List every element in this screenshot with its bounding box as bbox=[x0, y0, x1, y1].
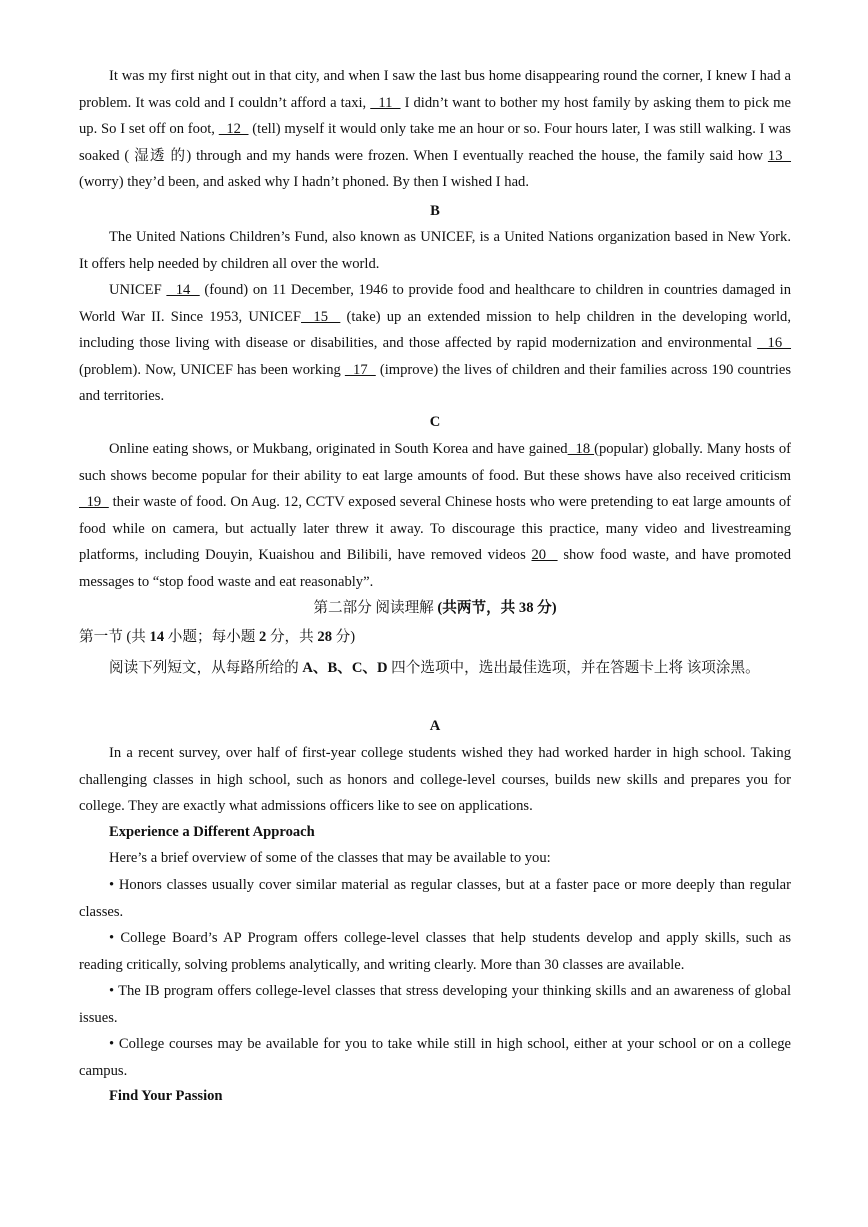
reading-a-intro: In a recent survey, over half of first-year college students wished they had worked harder in high school. Taking challenging classes in high school, such as honors and college-level courses, builds new skills and prepares you for college. They are exactly what admissions officers like to see on applications. bbox=[79, 745, 791, 814]
bullet-ap-program: • College Board’s AP Program offers college-level classes that help students develop and apply skills, such as reading critically, solving problems analytically, and writing clearly. More than 30 classes are available. bbox=[79, 930, 791, 973]
question-count: 14 bbox=[149, 629, 165, 645]
section-c-label: C bbox=[429, 414, 441, 430]
text-segment: 分) bbox=[332, 629, 356, 645]
blank-17: 17 bbox=[344, 361, 376, 378]
section-b-cloze-paragraph bbox=[79, 277, 791, 410]
section-c-cloze-paragraph bbox=[79, 436, 791, 595]
blank-12: 12 bbox=[218, 121, 249, 137]
text-segment: 第一节 (共 bbox=[79, 629, 150, 645]
text-segment: It was my first night out in that city, and when I saw the last bus home disappearing round the corner, I knew I had a problem. It was cold and I couldn’t afford a taxi, bbox=[79, 68, 791, 111]
blank-14: 14 bbox=[166, 282, 200, 298]
text-segment: 分，共 bbox=[266, 629, 318, 645]
text-segment: (popular) globally. Many hosts of such shows become popular for their ability to eat large amounts of food. But these shows have also received criticism bbox=[79, 441, 791, 484]
text-segment: (found) on 11 December, 1946 to provide food and healthcare to children in countries damaged in World War II. Since 1953, UNICEF bbox=[79, 282, 791, 325]
reading-a-label: A bbox=[429, 718, 441, 734]
text-segment: Online eating shows, or Mukbang, originated in South Korea and have gained bbox=[109, 441, 568, 457]
blank-20: 20 bbox=[531, 547, 558, 563]
blank-18: 18 bbox=[567, 441, 595, 457]
subhead-different-approach: Experience a Different Approach bbox=[109, 824, 315, 840]
text-segment: 分) bbox=[533, 600, 557, 616]
text-segment: (worry) they’d been, and asked why I hadn’t phoned. By then I wished I had. bbox=[79, 174, 529, 190]
subhead-find-passion: Find Your Passion bbox=[109, 1088, 223, 1104]
bullet-college-courses: • College courses may be available for you to take while still in high school, either at your school or on a college campus. bbox=[79, 1036, 791, 1079]
reading-instructions bbox=[79, 654, 791, 683]
blank-16: 16 bbox=[757, 335, 792, 351]
text-segment: (共两节，共 bbox=[433, 600, 519, 616]
text-segment: 第二部分 阅读理解 bbox=[313, 600, 434, 616]
blank-19: 19 bbox=[79, 494, 109, 510]
text-segment: (take) up an extended mission to help children in the developing world, including those living with disease or disabilities, and those affected by rapid modernization and environmental bbox=[79, 308, 791, 351]
overview-line: Here’s a brief overview of some of the classes that may be available to you: bbox=[109, 850, 551, 866]
blank-11: 11 bbox=[370, 94, 401, 111]
points-each: 2 bbox=[259, 629, 267, 645]
text-segment: 小题；每小题 bbox=[164, 629, 260, 645]
text-segment: show food waste, and have promoted messages to “stop food waste and eat reasonably”. bbox=[79, 547, 791, 590]
section-b-label: B bbox=[430, 203, 440, 219]
bullet-ib-program: • The IB program offers college-level classes that stress developing your thinking skills and an awareness of global issues. bbox=[79, 983, 791, 1026]
passage-a-cloze-paragraph bbox=[79, 63, 791, 196]
section-one-header bbox=[79, 624, 791, 651]
part-two-title bbox=[79, 595, 791, 621]
bullet-honors: • Honors classes usually cover similar material as regular classes, but at a faster pace or more deeply than regular classes. bbox=[79, 877, 791, 920]
text-segment: (problem). Now, UNICEF has been working bbox=[79, 361, 345, 378]
text-segment: (improve) the lives of children and their families across 190 countries and territories. bbox=[79, 361, 791, 404]
text-segment: UNICEF bbox=[109, 282, 167, 298]
points-total: 28 bbox=[317, 629, 332, 645]
option-letters: A、B、C、D bbox=[302, 660, 388, 676]
blank-13: 13 bbox=[767, 147, 792, 164]
text-segment: 四个选项中，选出最佳选项，并在答题卡上将 该项涂黑。 bbox=[387, 660, 760, 676]
blank-15: 15 bbox=[301, 308, 341, 325]
points-value: 38 bbox=[518, 600, 534, 616]
text-segment: I didn’t want to bother my host family by asking them to pick me up. So I set off on foot, bbox=[79, 94, 792, 137]
text-segment: 阅读下列短文，从每路所给的 bbox=[109, 660, 303, 676]
text-segment: (tell) myself it would only take me an hour or so. Four hours later, I was still walking. I was soaked ( 湿透 的) through and my hands were frozen. When I eventually reached the house, the family said how bbox=[79, 121, 791, 164]
section-b-intro-paragraph: The United Nations Children’s Fund, also known as UNICEF, is a United Nations organization based in New York. It offers help needed by children all over the world. bbox=[79, 229, 791, 272]
text-segment: their waste of food. On Aug. 12, CCTV exposed several Chinese hosts who were pretending to eat large amounts of food while on camera, but actually later threw it away. To discourage this practice, many video and livestreaming platforms, including Douyin, Kuaishou and Bilibili, have removed videos bbox=[79, 494, 791, 563]
